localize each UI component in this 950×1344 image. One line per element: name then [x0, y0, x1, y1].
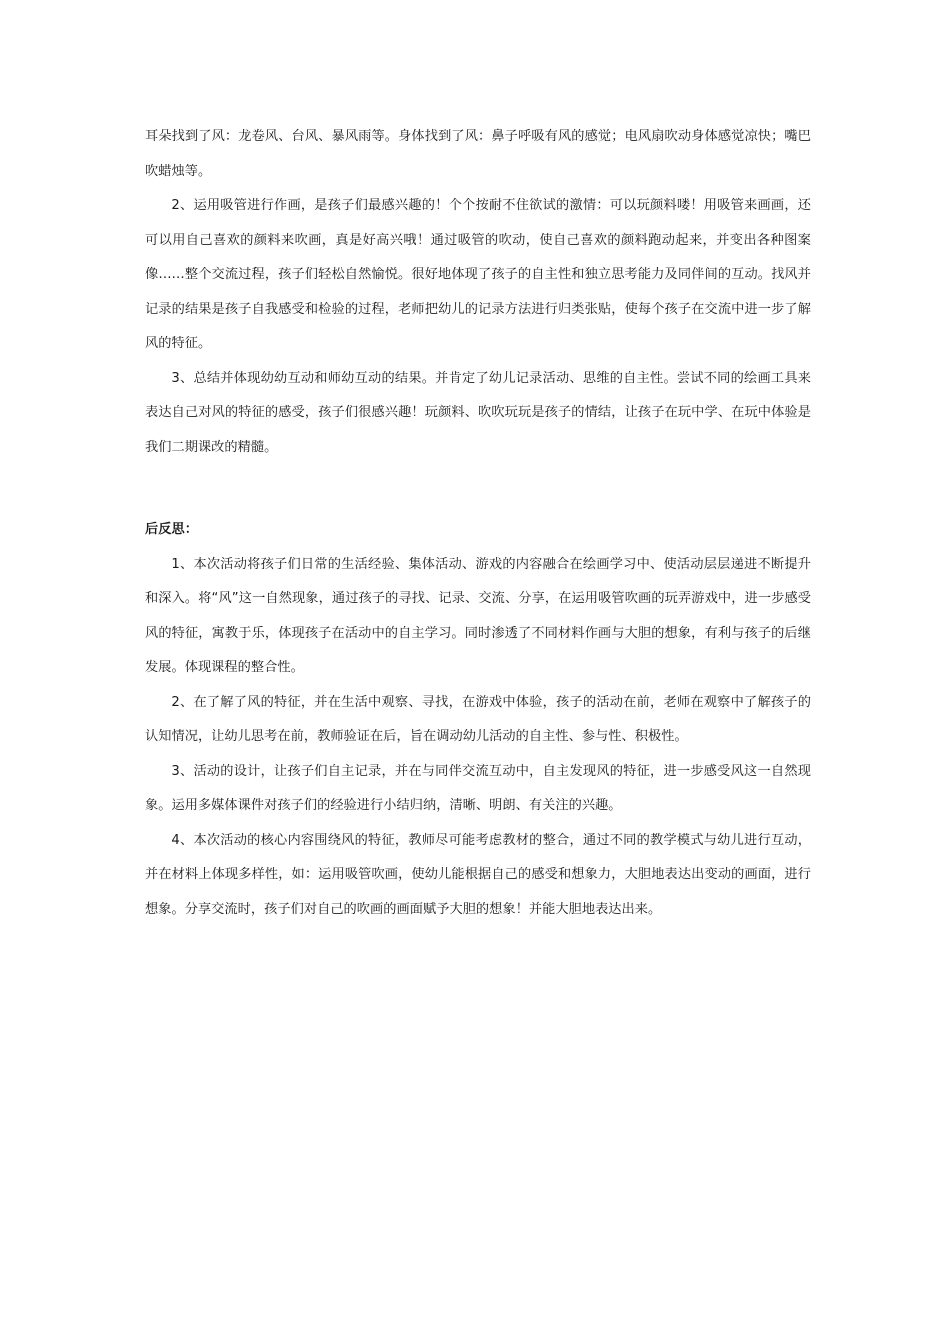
reflection-item-2: 2、在了解了风的特征，并在生活中观察、寻找，在游戏中体验，孩子的活动在前，老师在观察中了解孩子的认知情况，让幼儿思考在前，教师验证在后，旨在调动幼儿活动的自主性、参与性、积极性。	[145, 694, 811, 744]
reflection-item-4: 4、本次活动的核心内容围绕风的特征，教师尽可能考虑教材的整合，通过不同的教学模式与幼儿进行互动，并在材料上体现多样性，如：运用吸管吹画，使幼儿能根据自己的感受和想象力，大胆地表达出变动的画面，进行想象。分享交流时，孩子们对自己的吹画的画面赋予大胆的想象！并能大胆地表达出来。	[145, 832, 811, 917]
paragraph-continuation: 耳朵找到了风：龙卷风、台风、暴风雨等。身体找到了风：鼻子呼吸有风的感觉；电风扇吹动身体感觉凉快；嘴巴吹蜡烛等。	[145, 129, 811, 179]
section-spacer	[145, 465, 811, 513]
paragraph-item-3: 3、总结并体现幼幼互动和师幼互动的结果。并肯定了幼儿记录活动、思维的自主性。尝试不同的绘画工具来表达自己对风的特征的感受，孩子们很感兴趣！玩颜料、吹吹玩玩是孩子的情结，让孩子在玩中学、在玩中体验是我们二期课改的精髓。	[145, 370, 811, 455]
section-heading-reflection: 后反思：	[145, 522, 198, 537]
document-body	[145, 120, 811, 927]
paragraph-item-2: 2、运用吸管进行作画，是孩子们最感兴趣的！个个按耐不住欲试的激情：可以玩颜料喽！用吸管来画画，还可以用自己喜欢的颜料来吹画，真是好高兴哦！通过吸管的吹动，使自己喜欢的颜料跑动起来，并变出各种图案像……整个交流过程，孩子们轻松自然愉悦。很好地体现了孩子的自主性和独立思考能力及同伴间的互动。找风并记录的结果是孩子自我感受和检验的过程，老师把幼儿的记录方法进行归类张贴，使每个孩子在交流中进一步了解风的特征。	[145, 198, 811, 351]
reflection-item-1: 1、本次活动将孩子们日常的生活经验、集体活动、游戏的内容融合在绘画学习中、使活动层层递进不断提升和深入。将“风”这一自然现象，通过孩子的寻找、记录、交流、分享，在运用吸管吹画的玩弄游戏中，进一步感受风的特征，寓教于乐，体现孩子在活动中的自主学习。同时渗透了不同材料作画与大胆的想象，有利与孩子的后继发展。体现课程的整合性。	[145, 556, 811, 675]
reflection-item-3: 3、活动的设计，让孩子们自主记录，并在与同伴交流互动中，自主发现风的特征，进一步感受风这一自然现象。运用多媒体课件对孩子们的经验进行小结归纳，清晰、明朗、有关注的兴趣。	[145, 763, 811, 813]
